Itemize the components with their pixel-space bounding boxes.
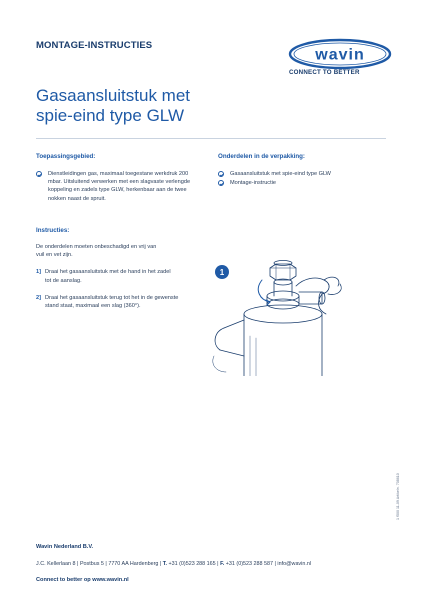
installation-illustration [204, 256, 394, 376]
application-section [36, 153, 206, 203]
footer-website-link[interactable]: Connect to better op www.wavin.nl [36, 577, 129, 583]
contents-section [218, 153, 388, 187]
title-line-2: spie-eind type GLW [36, 106, 185, 125]
brand-tagline: CONNECT TO BETTER [289, 69, 360, 76]
wavin-logo [288, 38, 392, 70]
check-circle-icon [36, 171, 42, 177]
instruction-step: 2] Draai het gasaansluitstuk terug tot het in de gewenste stand staat, maximaal een slag (360°). [36, 294, 179, 310]
instructions-heading: Instructies: [36, 227, 70, 234]
title-line-1: Gasaansluitstuk met [36, 86, 191, 105]
contents-item: Gasaansluitstuk met spie-eind type GLW [218, 170, 388, 178]
contents-item: Montage-instructie [218, 179, 388, 187]
step-badge-number: 1 [219, 268, 225, 277]
application-text: Dienstleidingen gas, maximaal toegestane werkdruk 200 mbar. Uitsluitend verwerken met een slagvaste verlengde koppeling en zadels type GLW, herkenbaar aan de twee nokken naast de spruit. [48, 171, 191, 202]
contents-heading: Onderdelen in de verpakking: [218, 153, 305, 160]
check-circle-icon [218, 171, 224, 177]
application-item [36, 170, 206, 203]
document-code: 1 f500 11-09 Artikeln. 708610 [396, 473, 400, 520]
logo-wordmark: wavin [315, 46, 365, 64]
check-circle-icon [218, 180, 224, 186]
instructions-intro: De onderdelen moeten onbeschadigd en vrij van vuil en vet zijn. [36, 244, 157, 259]
application-heading: Toepassingsgebied: [36, 153, 96, 160]
instructions-section [36, 227, 206, 310]
instruction-step: 1] Draai het gasaansluitstuk met de hand in het zadel tot de aanslag. [36, 269, 171, 284]
footer-address: J.C. Kellerlaan 8 | Postbus 5 | 7770 AA Hardenberg | T. +31 (0)523 288 165 | F. +31 (0)523 288 587 | info@wavin.nl [36, 561, 312, 567]
footer-company: Wavin Nederland B.V. [36, 544, 94, 550]
page-title [36, 86, 190, 126]
document-type-label: MONTAGE-INSTRUCTIES [36, 40, 153, 51]
header-divider [36, 138, 386, 139]
